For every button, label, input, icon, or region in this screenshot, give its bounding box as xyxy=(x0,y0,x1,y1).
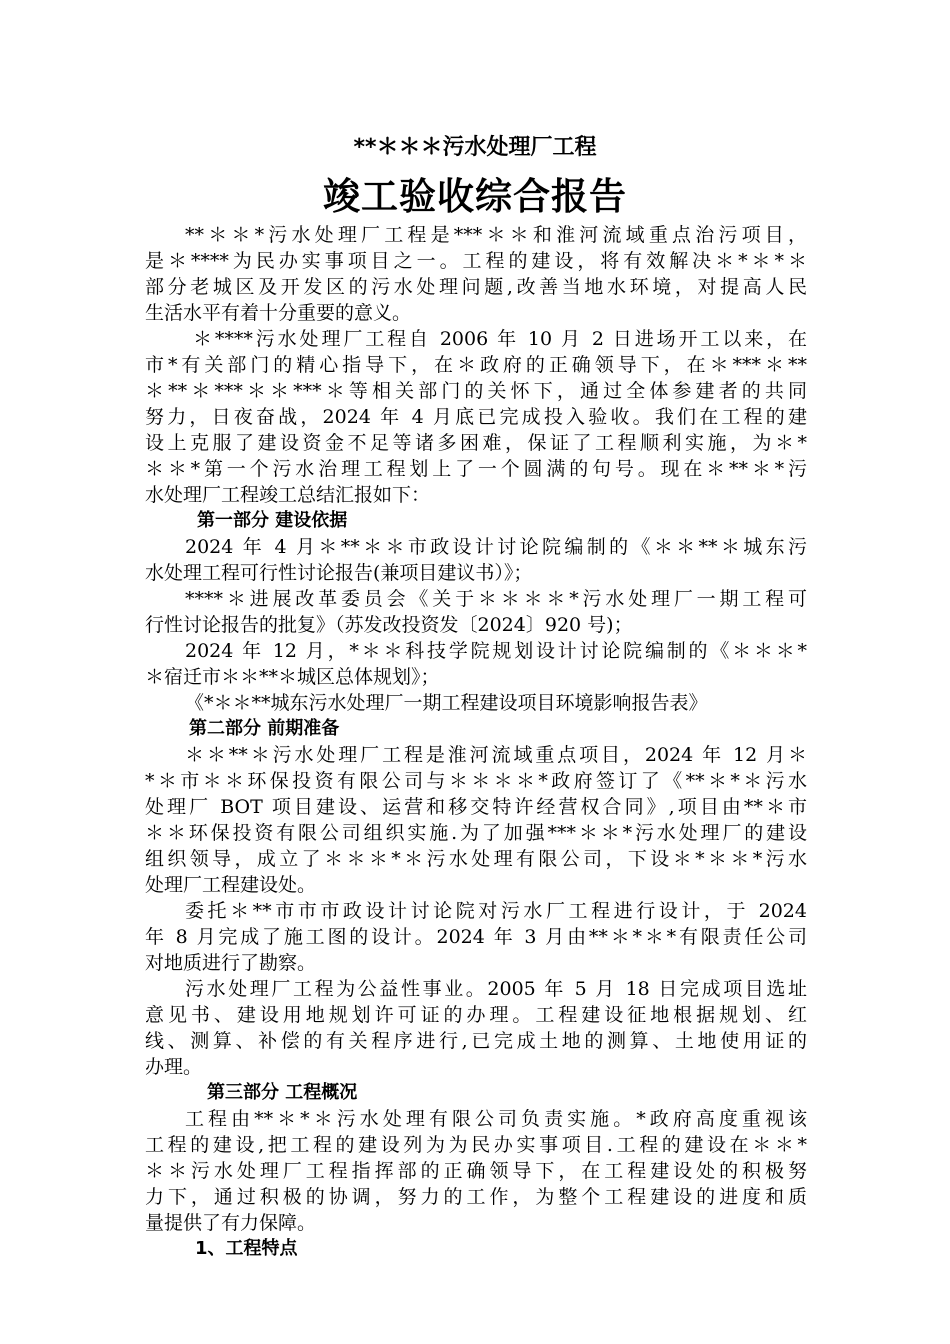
paragraph-line: 水处理厂工程竣工总结汇报如下： xyxy=(145,484,431,506)
paragraph-line: ＊＊环保投资有限公司组织实施.为了加强***＊＊*污水处理厂的建设 xyxy=(145,822,807,844)
paragraph-line: **＊＊*污水处理厂工程是***＊＊和淮河流域重点治污项目， xyxy=(185,224,807,246)
paragraph-line: 办理。 xyxy=(145,1056,203,1078)
section-heading: 第二部分 前期准备 xyxy=(189,718,340,739)
paragraph-line: ＊**＊***＊＊***＊等相关部门的关怀下，通过全体参建者的共同 xyxy=(145,380,807,402)
paragraph-line: 对地质进行了勘察。 xyxy=(145,952,317,974)
paragraph-line: 市*有关部门的精心指导下，在＊政府的正确领导下，在＊***＊** xyxy=(145,354,807,376)
paragraph-line: 委托＊**市市市政设计讨论院对污水厂工程进行设计，于 2024 xyxy=(185,900,807,922)
paragraph-line: ****＊进展改革委员会《关于＊＊＊＊*污水处理厂一期工程可 xyxy=(185,588,807,610)
paragraph-line: 《*＊＊**城东污水处理厂一期工程建设项目环境影响报告表》 xyxy=(185,692,708,714)
paragraph-line: 部分老城区及开发区的污水处理问题,改善当地水环境，对提高人民 xyxy=(145,276,807,298)
paragraph-line: ＊****污水处理厂工程自 2006 年 10 月 2 日进场开工以来，在 xyxy=(193,328,807,350)
paragraph-line: ＊＊污水处理厂工程指挥部的正确领导下，在工程建设处的积极努 xyxy=(145,1160,807,1182)
document-body xyxy=(145,222,807,1262)
paragraph-line: 线、测算、补偿的有关程序进行,已完成土地的测算、土地使用证的 xyxy=(145,1030,807,1052)
paragraph-line: 处理厂 BOT 项目建设、运营和移交特许经营权合同》,项目由**＊市 xyxy=(145,796,807,818)
paragraph-line: 水处理工程可行性讨论报告(兼项目建议书）》； xyxy=(145,562,533,584)
paragraph-line: 行性讨论报告的批复》（苏发改投资发〔2024〕920 号)； xyxy=(145,614,633,636)
paragraph-line: 年 8 月完成了施工图的设计。2024 年 3 月由**＊*＊*有限责任公司 xyxy=(145,926,807,948)
paragraph-line: 处理厂工程建设处。 xyxy=(145,874,317,896)
subsection-heading: 1、工程特点 xyxy=(195,1238,298,1259)
paragraph-line: 努力，日夜奋战，2024 年 4 月底已完成投入验收。我们在工程的建 xyxy=(145,406,807,428)
document-title: 竣工验收综合报告 xyxy=(323,175,627,218)
paragraph-line: *＊市＊＊环保投资有限公司与＊＊＊＊*政府签订了《**＊*＊污水 xyxy=(145,770,807,792)
section-heading: 第三部分 工程概况 xyxy=(207,1082,358,1103)
paragraph-line: 工程的建设,把工程的建设列为为民办实事项目.工程的建设在＊＊* xyxy=(145,1134,807,1156)
paragraph-line: 量提供了有力保障。 xyxy=(145,1212,317,1234)
paragraph-line: 组织领导，成立了＊＊＊*＊污水处理有限公司，下设＊*＊＊*污水 xyxy=(145,848,807,870)
paragraph-line: 工程由**＊*＊污水处理有限公司负责实施。*政府高度重视该 xyxy=(185,1108,807,1130)
paragraph-line: 力下，通过积极的协调，努力的工作，为整个工程建设的进度和质 xyxy=(145,1186,807,1208)
paragraph-line: 生活水平有着十分重要的意义。 xyxy=(145,302,412,324)
paragraph-line: 污水处理厂工程为公益性事业。2005 年 5 月 18 日完成项目选址 xyxy=(185,978,807,1000)
paragraph-line: 是＊****为民办实事项目之一。工程的建设，将有效解决＊*＊*＊ xyxy=(145,250,807,272)
paragraph-line: 2024 年 12 月，*＊＊科技学院规划设计讨论院编制的《＊＊＊* xyxy=(185,640,807,662)
paragraph-line: ＊＊*第一个污水治理工程划上了一个圆满的句号。现在＊**＊*污 xyxy=(145,458,807,480)
paragraph-line: ＊宿迁市＊＊**＊城区总体规划》； xyxy=(145,666,440,688)
document-subtitle: **＊＊＊污水处理厂工程 xyxy=(353,135,597,160)
paragraph-line: 意见书、建设用地规划许可证的办理。工程建设征地根据规划、红 xyxy=(145,1004,807,1026)
section-heading: 第一部分 建设依据 xyxy=(197,510,348,531)
paragraph-line: ＊＊**＊污水处理厂工程是淮河流域重点项目，2024 年 12 月＊ xyxy=(185,744,807,766)
paragraph-line: 2024 年 4 月＊**＊＊市政设计讨论院编制的《＊＊**＊城东污 xyxy=(185,536,807,558)
paragraph-line: 设上克服了建设资金不足等诸多困难，保证了工程顺利实施，为＊* xyxy=(145,432,807,454)
